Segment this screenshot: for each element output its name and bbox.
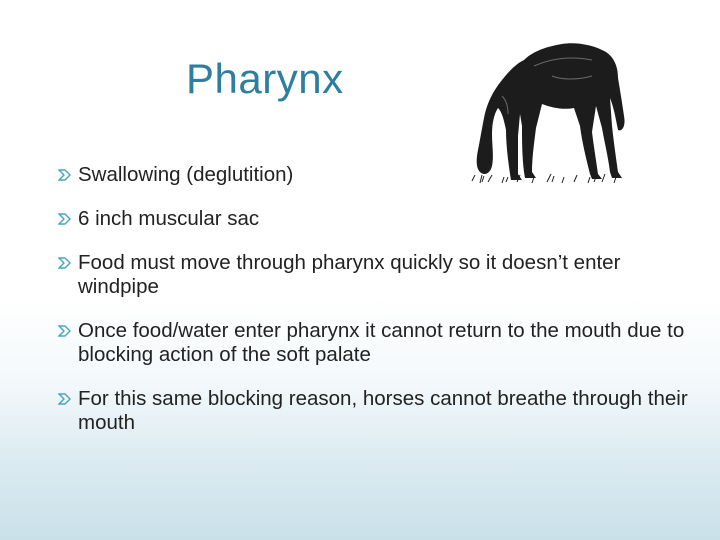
bullet-icon — [58, 393, 74, 405]
bullet-text: Swallowing (deglutition) — [78, 163, 294, 186]
bullet-icon — [58, 257, 74, 269]
bullet-icon — [58, 325, 74, 337]
horse-body — [477, 43, 625, 180]
bullet-text: Food must move through pharynx quickly so it doesn’t enter windpipe — [78, 251, 621, 298]
bullet-item — [58, 163, 698, 187]
bullet-list — [58, 163, 698, 455]
bullet-text: 6 inch muscular sac — [78, 207, 260, 230]
bullet-text: For this same blocking reason, horses cannot breathe through their mouth — [78, 387, 688, 434]
bullet-item — [58, 207, 698, 231]
bullet-text: Once food/water enter pharynx it cannot return to the mouth due to blocking action of the soft palate — [78, 319, 685, 366]
bullet-item — [58, 387, 698, 435]
bullet-item — [58, 251, 698, 299]
bullet-icon — [58, 213, 74, 225]
bullet-icon — [58, 169, 74, 181]
slide-title: Pharynx — [186, 55, 344, 102]
bullet-item — [58, 319, 698, 367]
